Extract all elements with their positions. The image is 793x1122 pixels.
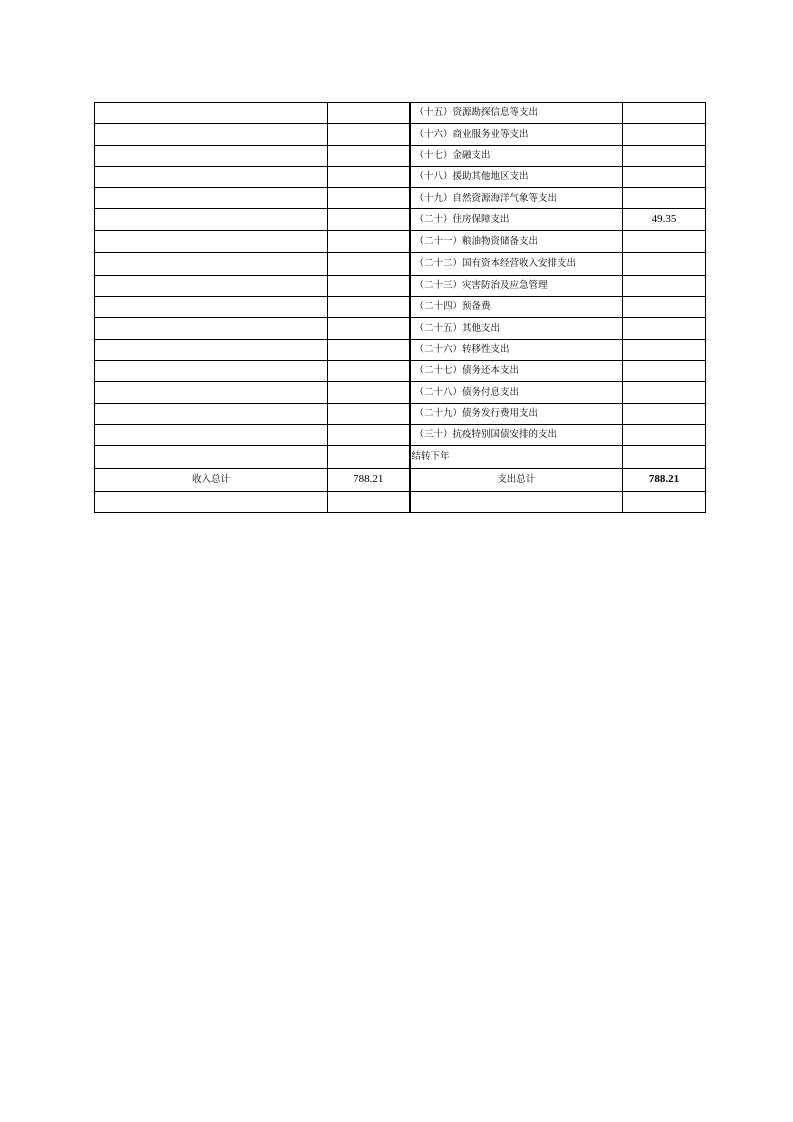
expense-amount-cell xyxy=(623,230,706,253)
income-amount-cell xyxy=(328,318,410,339)
expense-item-cell: （二十四）预备费 xyxy=(410,297,623,318)
expense-item-cell xyxy=(410,491,623,512)
table-row xyxy=(95,491,706,512)
expense-item-cell: （二十六）转移性支出 xyxy=(410,339,623,360)
expense-item-cell: （二十三）灾害防治及应急管理 xyxy=(410,275,623,296)
income-amount-cell xyxy=(328,382,410,403)
income-item-cell xyxy=(95,446,328,469)
expense-amount-cell xyxy=(623,253,706,276)
budget-table xyxy=(94,102,706,513)
expense-item-cell: （二十九）债务发行费用支出 xyxy=(410,403,623,424)
income-item-cell xyxy=(95,103,328,124)
expense-amount-cell xyxy=(623,188,706,209)
expense-item-cell: （二十五）其他支出 xyxy=(410,318,623,339)
income-amount-cell xyxy=(328,446,410,469)
table-row xyxy=(95,166,706,187)
income-amount-cell xyxy=(328,491,410,512)
income-total-value: 788.21 xyxy=(328,468,410,491)
income-amount-cell xyxy=(328,166,410,187)
expense-amount-cell xyxy=(623,103,706,124)
income-item-cell xyxy=(95,360,328,381)
expense-amount-cell xyxy=(623,275,706,296)
table-row xyxy=(95,360,706,381)
expense-item-cell: （十八）援助其他地区支出 xyxy=(410,166,623,187)
income-amount-cell xyxy=(328,230,410,253)
income-amount-cell xyxy=(328,424,410,445)
income-amount-cell xyxy=(328,103,410,124)
expense-amount-cell xyxy=(623,382,706,403)
table-row xyxy=(95,318,706,339)
income-item-cell xyxy=(95,403,328,424)
income-item-cell xyxy=(95,275,328,296)
table-row xyxy=(95,339,706,360)
expense-amount-cell: 49.35 xyxy=(623,209,706,230)
income-item-cell xyxy=(95,382,328,403)
expense-item-cell: （二十七）债务还本支出 xyxy=(410,360,623,381)
expense-item-cell: （三十）抗疫特别国债安排的支出 xyxy=(410,424,623,445)
expense-amount-cell xyxy=(623,424,706,445)
income-item-cell xyxy=(95,491,328,512)
table-row xyxy=(95,297,706,318)
expense-item-cell: （二十）住房保障支出 xyxy=(410,209,623,230)
income-item-cell xyxy=(95,424,328,445)
income-item-cell xyxy=(95,166,328,187)
table-row xyxy=(95,382,706,403)
income-amount-cell xyxy=(328,339,410,360)
income-item-cell xyxy=(95,318,328,339)
income-item-cell xyxy=(95,253,328,276)
income-amount-cell xyxy=(328,209,410,230)
expense-amount-cell xyxy=(623,145,706,166)
income-item-cell xyxy=(95,124,328,145)
income-amount-cell xyxy=(328,297,410,318)
expense-total-label: 支出总计 xyxy=(410,468,623,491)
income-amount-cell xyxy=(328,253,410,276)
expense-amount-cell xyxy=(623,360,706,381)
income-amount-cell xyxy=(328,403,410,424)
expense-item-cell: （二十二）国有资本经营收入安排支出 xyxy=(410,253,623,276)
table-row xyxy=(95,275,706,296)
expense-item-cell: 结转下年 xyxy=(410,446,623,469)
expense-amount-cell xyxy=(623,166,706,187)
expense-item-cell: （十七）金融支出 xyxy=(410,145,623,166)
table-row xyxy=(95,145,706,166)
table-row xyxy=(95,230,706,253)
expense-amount-cell xyxy=(623,318,706,339)
income-amount-cell xyxy=(328,275,410,296)
expense-item-cell: （十五）资源勘探信息等支出 xyxy=(410,103,623,124)
expense-item-cell: （十六）商业服务业等支出 xyxy=(410,124,623,145)
income-item-cell xyxy=(95,339,328,360)
expense-amount-cell xyxy=(623,446,706,469)
income-amount-cell xyxy=(328,124,410,145)
expense-amount-cell xyxy=(623,297,706,318)
income-item-cell xyxy=(95,188,328,209)
income-item-cell xyxy=(95,230,328,253)
income-item-cell xyxy=(95,145,328,166)
table-row xyxy=(95,209,706,230)
expense-item-cell: （十九）自然资源海洋气象等支出 xyxy=(410,188,623,209)
table-row xyxy=(95,446,706,469)
table-row xyxy=(95,424,706,445)
table-row xyxy=(95,188,706,209)
income-amount-cell xyxy=(328,360,410,381)
income-amount-cell xyxy=(328,188,410,209)
totals-row xyxy=(95,468,706,491)
table-row xyxy=(95,103,706,124)
expense-total-value: 788.21 xyxy=(623,468,706,491)
expense-amount-cell xyxy=(623,339,706,360)
expense-item-cell: （二十一）粮油物资储备支出 xyxy=(410,230,623,253)
expense-amount-cell xyxy=(623,403,706,424)
table-row xyxy=(95,403,706,424)
table-row xyxy=(95,253,706,276)
table-row xyxy=(95,124,706,145)
expense-amount-cell xyxy=(623,124,706,145)
income-amount-cell xyxy=(328,145,410,166)
income-item-cell xyxy=(95,297,328,318)
income-total-label: 收入总计 xyxy=(95,468,328,491)
income-item-cell xyxy=(95,209,328,230)
expense-amount-cell xyxy=(623,491,706,512)
expense-item-cell: （二十八）债务付息支出 xyxy=(410,382,623,403)
